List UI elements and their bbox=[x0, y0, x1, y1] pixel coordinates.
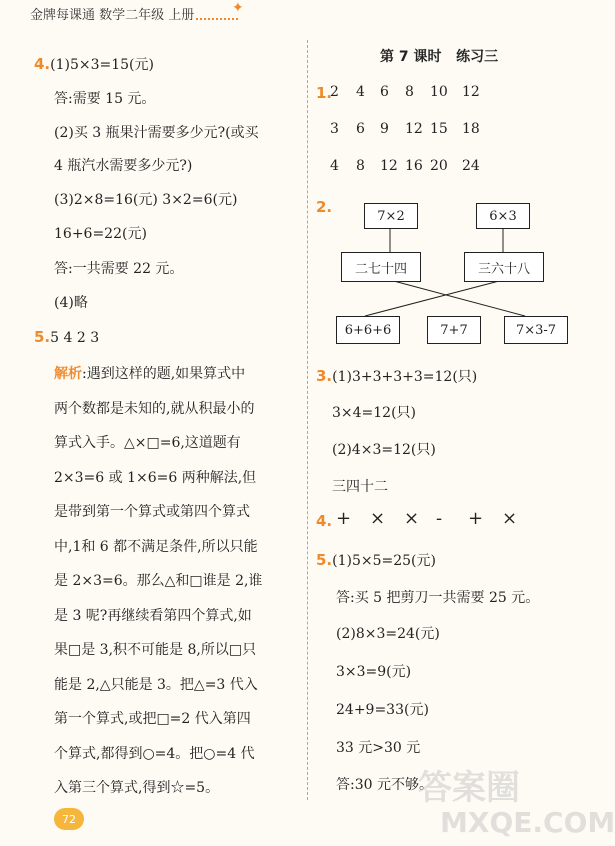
analysis-text: 能是 2,△只能是 3。把△=3 代入 bbox=[54, 676, 258, 693]
q2-box-bottom-2: 7+7 bbox=[427, 316, 481, 344]
q1-cell: 6 bbox=[356, 121, 365, 137]
q1-cell: 12 bbox=[462, 84, 480, 100]
q2-box-top-1: 7×2 bbox=[364, 203, 418, 229]
right-q5-line4: 3×3=9(元) bbox=[336, 664, 412, 680]
right-q5-line6: 33 元>30 元 bbox=[336, 740, 421, 756]
right-q5-line7: 答:30 元不够。 bbox=[336, 777, 433, 793]
analysis-line bbox=[54, 501, 250, 521]
analysis-text: 入第三个算式,得到☆=5。 bbox=[54, 780, 220, 796]
analysis-text: 个算式,都得到○=4。把○=4 代 bbox=[54, 745, 255, 762]
analysis-line bbox=[54, 777, 219, 797]
q1-cell: 6 bbox=[380, 84, 389, 100]
analysis-text: 第一个算式,或把□=2 代入第四 bbox=[54, 711, 251, 727]
header-decoration bbox=[196, 18, 238, 20]
analysis-label: 解析 bbox=[54, 366, 82, 382]
right-q3-line2: 3×4=12(只) bbox=[332, 405, 417, 421]
q2-box-middle-2: 三六十八 bbox=[464, 252, 544, 282]
q4-symbol: - bbox=[436, 508, 443, 529]
q4-symbol: + bbox=[336, 508, 352, 529]
right-q2-number: 2. bbox=[316, 198, 333, 216]
left-q4-line8: (4)略 bbox=[54, 295, 88, 311]
watermark-logo: 答案圈 bbox=[418, 768, 520, 808]
analysis-line bbox=[54, 467, 256, 487]
right-q5-line3: (2)8×3=24(元) bbox=[336, 626, 440, 642]
analysis-text: 两个数都是未知的,就从积最小的 bbox=[54, 400, 255, 417]
q2-box-bottom-3: 7×3-7 bbox=[504, 316, 568, 344]
q4-symbol: × bbox=[404, 508, 420, 529]
right-q3-line3: (2)4×3=12(只) bbox=[332, 442, 436, 458]
q2-box-middle-1: 二七十四 bbox=[341, 252, 421, 282]
analysis-text: 是带到第一个算式或第四个算式 bbox=[54, 504, 250, 520]
left-q4-line5: (3)2×8=16(元) 3×2=6(元) bbox=[54, 192, 238, 208]
right-q3-line1: 3.(1)3+3+3+3=12(只) bbox=[316, 367, 478, 385]
right-q5-line1: 5.(1)5×5=25(元) bbox=[316, 551, 436, 569]
left-q5-number: 5. bbox=[34, 328, 51, 346]
right-q5-line5: 24+9=33(元) bbox=[336, 702, 429, 718]
analysis-text: 2×3=6 或 1×6=6 两种解法,但 bbox=[54, 469, 257, 486]
q1-cell: 12 bbox=[380, 158, 398, 174]
q2-box-bottom-1: 6+6+6 bbox=[336, 316, 400, 344]
left-q5-answer: 5.5 4 2 3 bbox=[34, 328, 100, 346]
q1-cell: 18 bbox=[462, 121, 480, 137]
q1-cell: 9 bbox=[380, 121, 389, 137]
watermark-url: MXQE.COM bbox=[440, 806, 615, 839]
analysis-text: 算式入手。△×□=6,这道题有 bbox=[54, 435, 241, 451]
left-q4-line4: 4 瓶汽水需要多少元?) bbox=[54, 158, 193, 174]
page-number: 72 bbox=[54, 808, 84, 830]
left-q4-line3: (2)买 3 瓶果汁需要多少元?(或买 bbox=[54, 125, 259, 141]
analysis-line bbox=[54, 536, 258, 556]
q1-cell: 8 bbox=[356, 158, 365, 174]
left-q4-line6: 16+6=22(元) bbox=[54, 226, 147, 242]
analysis-line bbox=[54, 708, 251, 728]
column-divider bbox=[307, 40, 308, 800]
left-q4-number: 4. bbox=[34, 55, 51, 73]
q1-cell: 4 bbox=[330, 158, 339, 174]
q4-symbol: + bbox=[468, 508, 484, 529]
analysis-line bbox=[54, 674, 258, 694]
q1-cell: 4 bbox=[356, 84, 365, 100]
q1-cell: 3 bbox=[330, 121, 339, 137]
q1-cell: 8 bbox=[405, 84, 414, 100]
q1-cell: 16 bbox=[405, 158, 423, 174]
right-q3-number: 3. bbox=[316, 367, 333, 385]
q1-cell: 10 bbox=[430, 84, 448, 100]
analysis-text: 果□是 3,积不可能是 8,所以□只 bbox=[54, 642, 257, 658]
analysis-text: 中,1和 6 都不满足条件,所以只能 bbox=[54, 538, 258, 555]
q4-symbol: × bbox=[502, 508, 518, 529]
analysis-line bbox=[54, 570, 262, 590]
left-q4-line7: 答:一共需要 22 元。 bbox=[54, 261, 184, 277]
header-title: 金牌每课通 数学二年级 上册 bbox=[30, 8, 195, 23]
right-q5-number: 5. bbox=[316, 551, 333, 569]
left-q4-line1: 4.(1)5×3=15(元) bbox=[34, 55, 154, 73]
analysis-text: :遇到这样的题,如果算式中 bbox=[82, 366, 246, 382]
q1-cell: 2 bbox=[330, 84, 339, 100]
connector-line bbox=[365, 280, 503, 316]
analysis-line bbox=[54, 432, 241, 452]
right-q1-number: 1. bbox=[316, 84, 333, 102]
analysis-line bbox=[54, 639, 256, 659]
analysis-text: 是 3 呢?再继续看第四个算式,如 bbox=[54, 607, 252, 624]
q1-cell: 20 bbox=[430, 158, 448, 174]
q2-box-top-2: 6×3 bbox=[476, 203, 530, 229]
analysis-text: 是 2×3=6。那么△和□谁是 2,谁 bbox=[54, 573, 263, 589]
sparkle-icon: ✦ bbox=[232, 0, 244, 16]
connector-line bbox=[390, 280, 525, 316]
q1-cell: 24 bbox=[462, 158, 480, 174]
right-q5-line2: 答:买 5 把剪刀一共需要 25 元。 bbox=[336, 590, 540, 606]
left-q4-line2: 答:需要 15 元。 bbox=[54, 91, 156, 107]
right-q3-line4: 三四十二 bbox=[332, 479, 388, 495]
analysis-line bbox=[54, 398, 254, 418]
q1-cell: 12 bbox=[405, 121, 423, 137]
analysis-line bbox=[54, 743, 255, 763]
right-q4-number: 4. bbox=[316, 512, 333, 530]
analysis-line bbox=[54, 605, 252, 625]
analysis-line bbox=[54, 363, 245, 383]
q1-cell: 15 bbox=[430, 121, 448, 137]
q4-symbol: × bbox=[370, 508, 386, 529]
lesson-title: 第 7 课时 练习三 bbox=[380, 49, 499, 65]
